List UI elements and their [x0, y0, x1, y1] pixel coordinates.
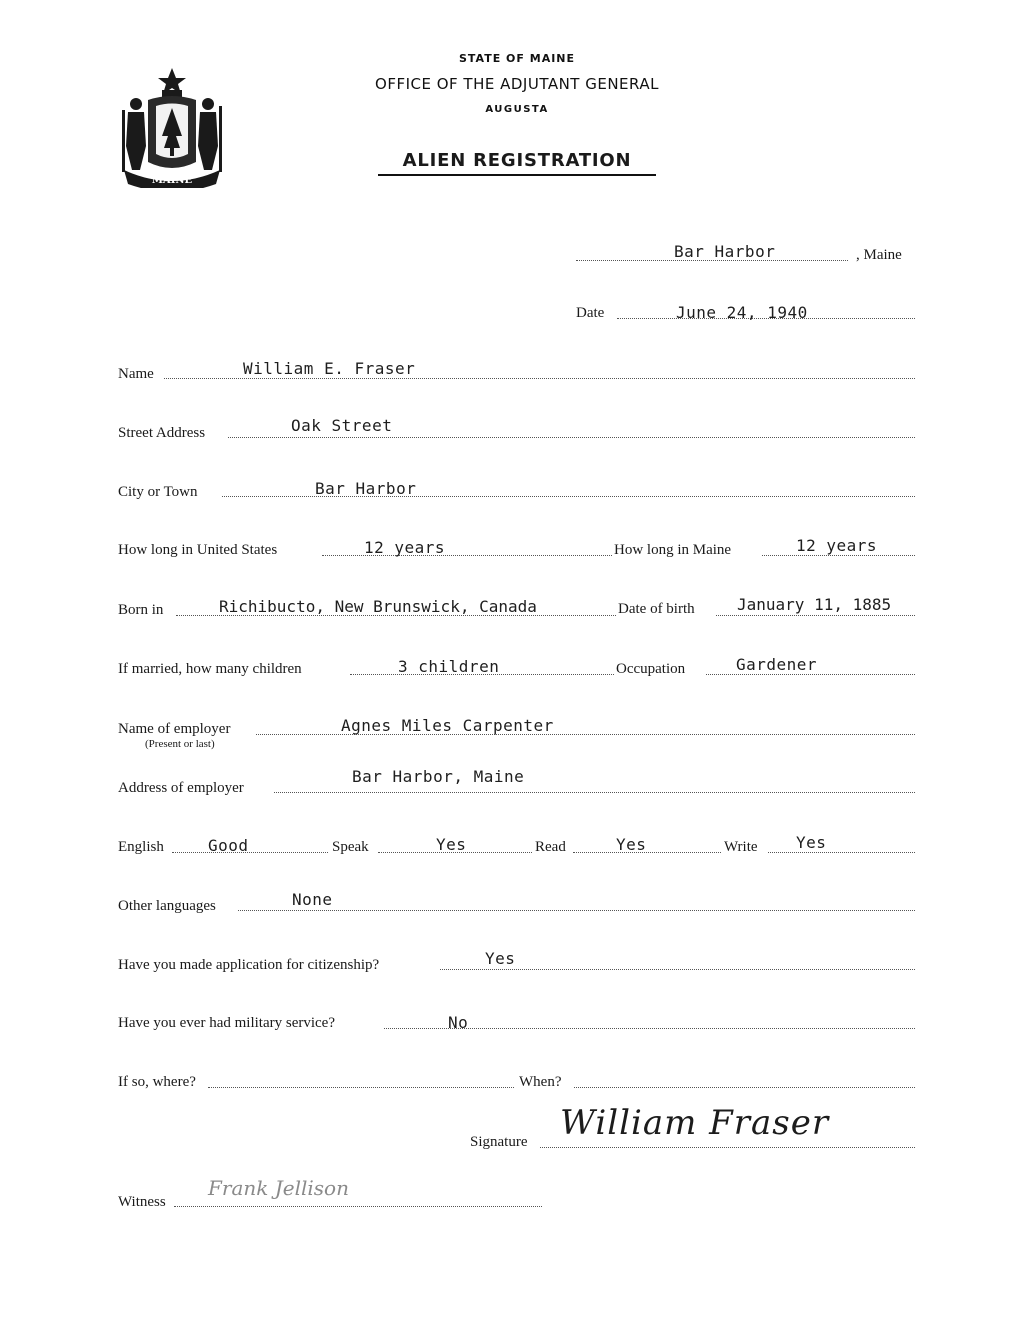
occupation-line: [706, 674, 915, 675]
where-line: [208, 1087, 514, 1088]
children-label: If married, how many children: [118, 661, 302, 677]
citizenship-line: [440, 969, 915, 970]
read-value: Yes: [616, 835, 647, 854]
english-line: [172, 852, 328, 853]
header-city: AUGUSTA: [485, 104, 549, 115]
employer-value: Agnes Miles Carpenter: [341, 716, 554, 735]
speak-label: Speak: [332, 839, 369, 855]
witness-line: [174, 1206, 542, 1207]
us-duration-label: How long in United States: [118, 542, 278, 558]
children-value: 3 children: [398, 657, 500, 676]
maine-duration-line: [762, 555, 915, 556]
military-label: Have you ever had military service?: [118, 1015, 335, 1031]
occupation-value: Gardener: [736, 655, 818, 674]
born-label: Born in: [118, 602, 164, 618]
other-languages-line: [238, 910, 915, 911]
read-label: Read: [535, 839, 566, 855]
employer-sublabel: (Present or last): [145, 738, 215, 750]
when-line: [574, 1087, 915, 1088]
speak-value: Yes: [436, 835, 467, 854]
employer-address-line: [274, 792, 915, 793]
name-label: Name: [118, 366, 154, 382]
other-languages-value: None: [292, 890, 333, 909]
name-value: William E. Fraser: [243, 359, 416, 378]
street-label: Street Address: [118, 425, 206, 441]
date-label: Date: [576, 305, 605, 321]
city-value: Bar Harbor: [315, 479, 417, 498]
dob-label: Date of birth: [618, 601, 695, 617]
occupation-label: Occupation: [616, 661, 686, 677]
date-value: June 24, 1940: [676, 303, 808, 322]
where-label: If so, where?: [118, 1074, 196, 1090]
form-title: ALIEN REGISTRATION: [378, 150, 656, 176]
dob-value: January 11, 1885: [737, 595, 892, 614]
maine-duration-value: 12 years: [796, 536, 878, 555]
town-value: Bar Harbor: [674, 242, 776, 261]
seal-banner-text: MAINE: [151, 175, 193, 186]
name-line: [164, 378, 915, 379]
signature-label: Signature: [470, 1134, 528, 1150]
street-value: Oak Street: [291, 416, 393, 435]
employer-label: Name of employer: [118, 721, 231, 737]
english-value: Good: [208, 836, 249, 855]
born-value: Richibucto, New Brunswick, Canada: [219, 597, 537, 616]
header-state: STATE OF MAINE: [458, 52, 576, 65]
signature-line: [540, 1147, 915, 1148]
write-value: Yes: [796, 833, 827, 852]
header-office: OFFICE OF THE ADJUTANT GENERAL: [375, 75, 659, 93]
dob-line: [716, 615, 915, 616]
write-line: [768, 852, 915, 853]
citizenship-value: Yes: [485, 949, 516, 968]
street-line: [228, 437, 915, 438]
witness-label: Witness: [118, 1194, 166, 1210]
employer-address-label: Address of employer: [118, 780, 244, 796]
maine-duration-label: How long in Maine: [614, 542, 732, 558]
write-label: Write: [724, 839, 758, 855]
english-label: English: [118, 839, 164, 855]
employer-address-value: Bar Harbor, Maine: [352, 767, 525, 786]
us-duration-value: 12 years: [364, 538, 446, 557]
read-line: [573, 852, 721, 853]
other-languages-label: Other languages: [118, 898, 216, 914]
military-value: No: [448, 1013, 469, 1032]
state-suffix-label: , Maine: [856, 247, 902, 263]
signature-value: William Fraser: [560, 1103, 830, 1143]
citizenship-label: Have you made application for citizenship?: [118, 957, 380, 973]
city-label: City or Town: [118, 484, 198, 500]
witness-value: Frank Jellison: [208, 1176, 349, 1200]
when-label: When?: [519, 1074, 562, 1090]
